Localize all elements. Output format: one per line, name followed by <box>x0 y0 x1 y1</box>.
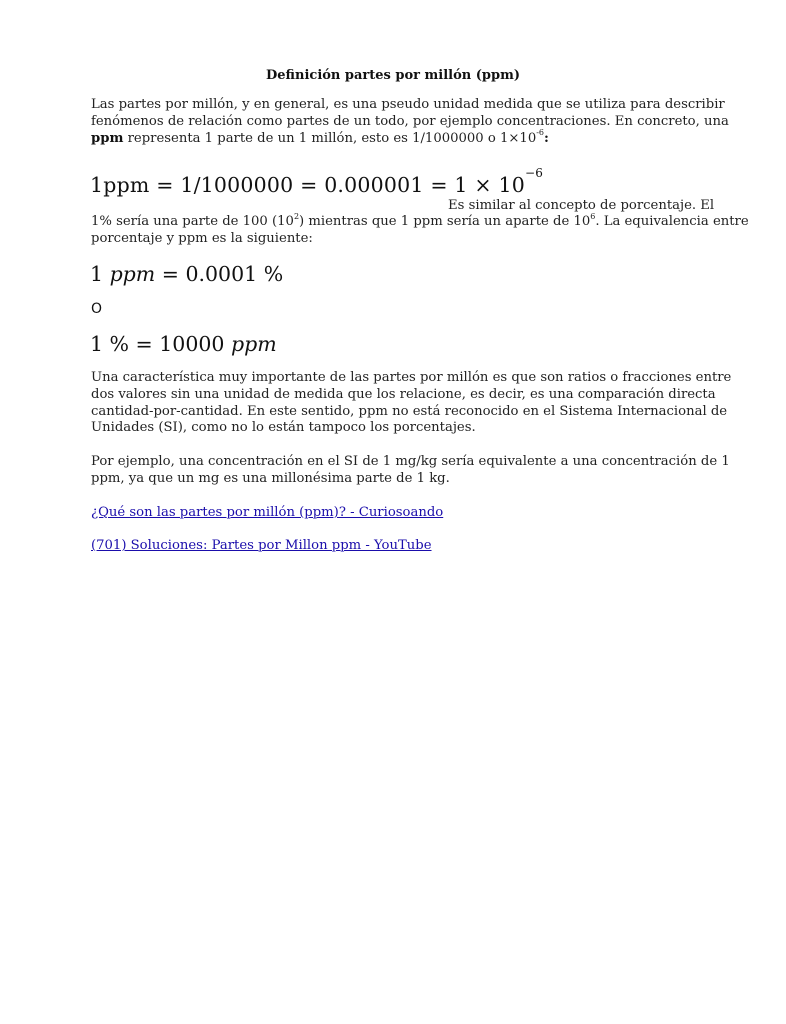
superscript: 2 <box>293 211 300 221</box>
paragraph-example <box>91 454 730 488</box>
text-fragment: representa 1 parte de un 1 millón, esto es 1/1000000 o 1×10 <box>123 130 537 146</box>
or-separator: O <box>91 301 103 317</box>
text-fragment: 1% sería una parte de 100 (10 <box>91 214 294 229</box>
document-title: Definición partes por millón (ppm) <box>266 68 520 83</box>
link-curiosoando[interactable]: ¿Qué son las partes por millón (ppm)? - Curiosoando <box>91 505 444 520</box>
equation-percent-to-ppm <box>90 332 277 356</box>
text-fragment: Es similar al concepto de porcentaje. El <box>448 198 715 213</box>
paragraph-intro <box>91 97 729 147</box>
text-line: fenómenos de relación como partes de un todo, por ejemplo concentraciones. En concreto, una <box>91 113 729 129</box>
text-line <box>91 128 691 148</box>
link-youtube[interactable]: (701) Soluciones: Partes por Millon ppm - YouTube <box>91 538 432 553</box>
text-line: Las partes por millón, y en general, es una pseudo unidad medida que se utiliza para describir <box>91 97 725 112</box>
text-fragment: . La equivalencia entre <box>595 214 749 229</box>
equation-ppm-to-percent <box>90 262 283 286</box>
text-line: ppm, ya que un mg es una millonésima parte de 1 kg. <box>91 470 450 486</box>
equation-ppm-definition <box>90 166 544 197</box>
text-fragment: ) mientras que 1 ppm sería un aparte de 10 <box>299 214 591 229</box>
text-line: Por ejemplo, una concentración en el SI de 1 mg/kg sería equivalente a una concentración de 1 <box>91 454 730 469</box>
bold-term-ppm: ppm <box>91 130 124 146</box>
equation-text: 1 <box>90 262 110 286</box>
paragraph-percent-comparison <box>91 211 749 248</box>
equation-unit: ppm <box>230 332 277 356</box>
text-line: Unidades (SI), como no lo están tampoco los porcentajes. <box>91 420 476 436</box>
equation-text: = 0.0001 % <box>155 262 284 286</box>
superscript: 6 <box>590 211 596 221</box>
text-line: dos valores sin una unidad de medida que los relacione, es decir, es una comparación directa <box>91 386 716 402</box>
colon: : <box>544 130 549 146</box>
equation-unit: ppm <box>109 262 156 286</box>
text-line: cantidad-por-cantidad. En este sentido, ppm no está reconocido en el Sistema Internacional de <box>91 403 728 419</box>
equation-text: 1ppm = 1/1000000 = 0.000001 = 1 × 10 <box>90 173 525 197</box>
text-line: porcentaje y ppm es la siguiente: <box>91 230 313 246</box>
equation-superscript: −6 <box>524 166 544 181</box>
equation-text: 1 % = 10000 <box>90 332 231 356</box>
text-line: Una característica muy importante de las partes por millón es que son ratios o fracciones entre <box>91 370 732 385</box>
superscript: -6 <box>536 128 545 138</box>
text-line <box>91 211 749 231</box>
paragraph-characteristics <box>91 370 732 437</box>
